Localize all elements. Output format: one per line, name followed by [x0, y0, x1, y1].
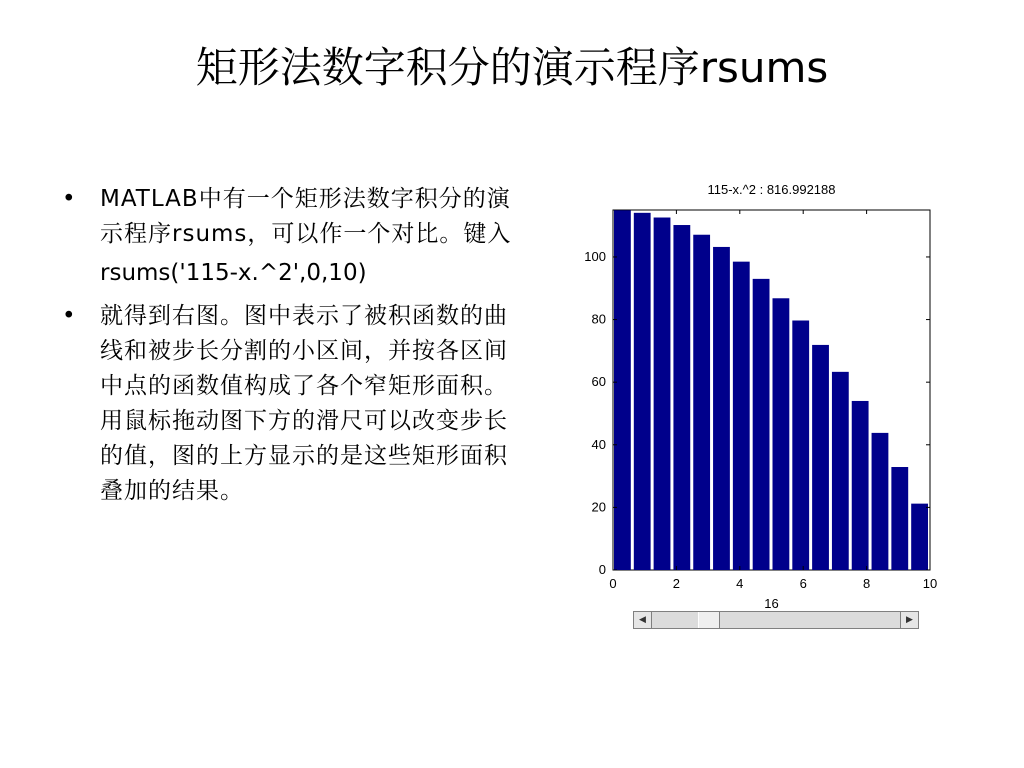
bullet-list [58, 182, 528, 509]
slider-value: 16 [764, 596, 779, 611]
bar [773, 298, 790, 570]
step-slider[interactable] [633, 611, 919, 629]
y-tick-label: 80 [591, 311, 606, 327]
slider-right-arrow[interactable]: ▶ [900, 612, 918, 628]
bar [852, 401, 869, 570]
bullet-text: 就得到右图。图中表示了被积函数的曲线和被步长分割的小区间，并按各区间中点的函数值构成了各个窄矩形面积。用鼠标拖动图下方的滑尺可以改变步长的值，图的上方显示的是这些矩形面积叠加的结果。 [100, 303, 508, 504]
bar-chart [560, 175, 960, 615]
y-tick-label: 0 [598, 562, 606, 577]
slide-title: 矩形法数字积分的演示程序rsums [195, 43, 829, 92]
bar [673, 225, 690, 570]
chart-title: 115-x.^2 : 816.992188 [707, 182, 836, 197]
bar [614, 210, 631, 570]
bar [654, 218, 671, 570]
x-tick-label: 2 [672, 576, 681, 591]
bar [733, 262, 750, 570]
x-tick-label: 0 [609, 576, 617, 591]
y-tick-label: 60 [591, 374, 606, 390]
bullet-item [58, 299, 528, 509]
bar [891, 467, 908, 570]
bar [634, 213, 651, 570]
bullet-text: MATLAB中有一个矩形法数字积分的演示程序rsums，可以作一个对比。键入 [100, 186, 512, 247]
bullet-marker: • [62, 303, 76, 329]
x-tick-label: 4 [736, 576, 744, 591]
slider-thumb[interactable] [698, 612, 720, 628]
bar [792, 321, 809, 570]
bar [693, 235, 710, 570]
bar [872, 433, 889, 570]
bullet-marker: • [62, 186, 76, 212]
slider-left-arrow[interactable]: ◀ [634, 612, 652, 628]
bar [753, 279, 770, 570]
bullet-item [58, 182, 528, 252]
x-tick-label: 10 [922, 576, 938, 591]
rsums-figure [560, 175, 960, 645]
bar [713, 247, 730, 570]
y-tick-label: 40 [591, 436, 606, 452]
bar [812, 345, 829, 570]
x-tick-label: 6 [799, 576, 807, 591]
command-text: rsums('115-x.^2',0,10) [100, 260, 367, 286]
y-tick-label: 20 [591, 499, 606, 515]
x-tick-label: 8 [862, 576, 871, 591]
y-tick-label: 100 [584, 248, 606, 264]
bar [911, 504, 928, 570]
bar [832, 372, 849, 570]
